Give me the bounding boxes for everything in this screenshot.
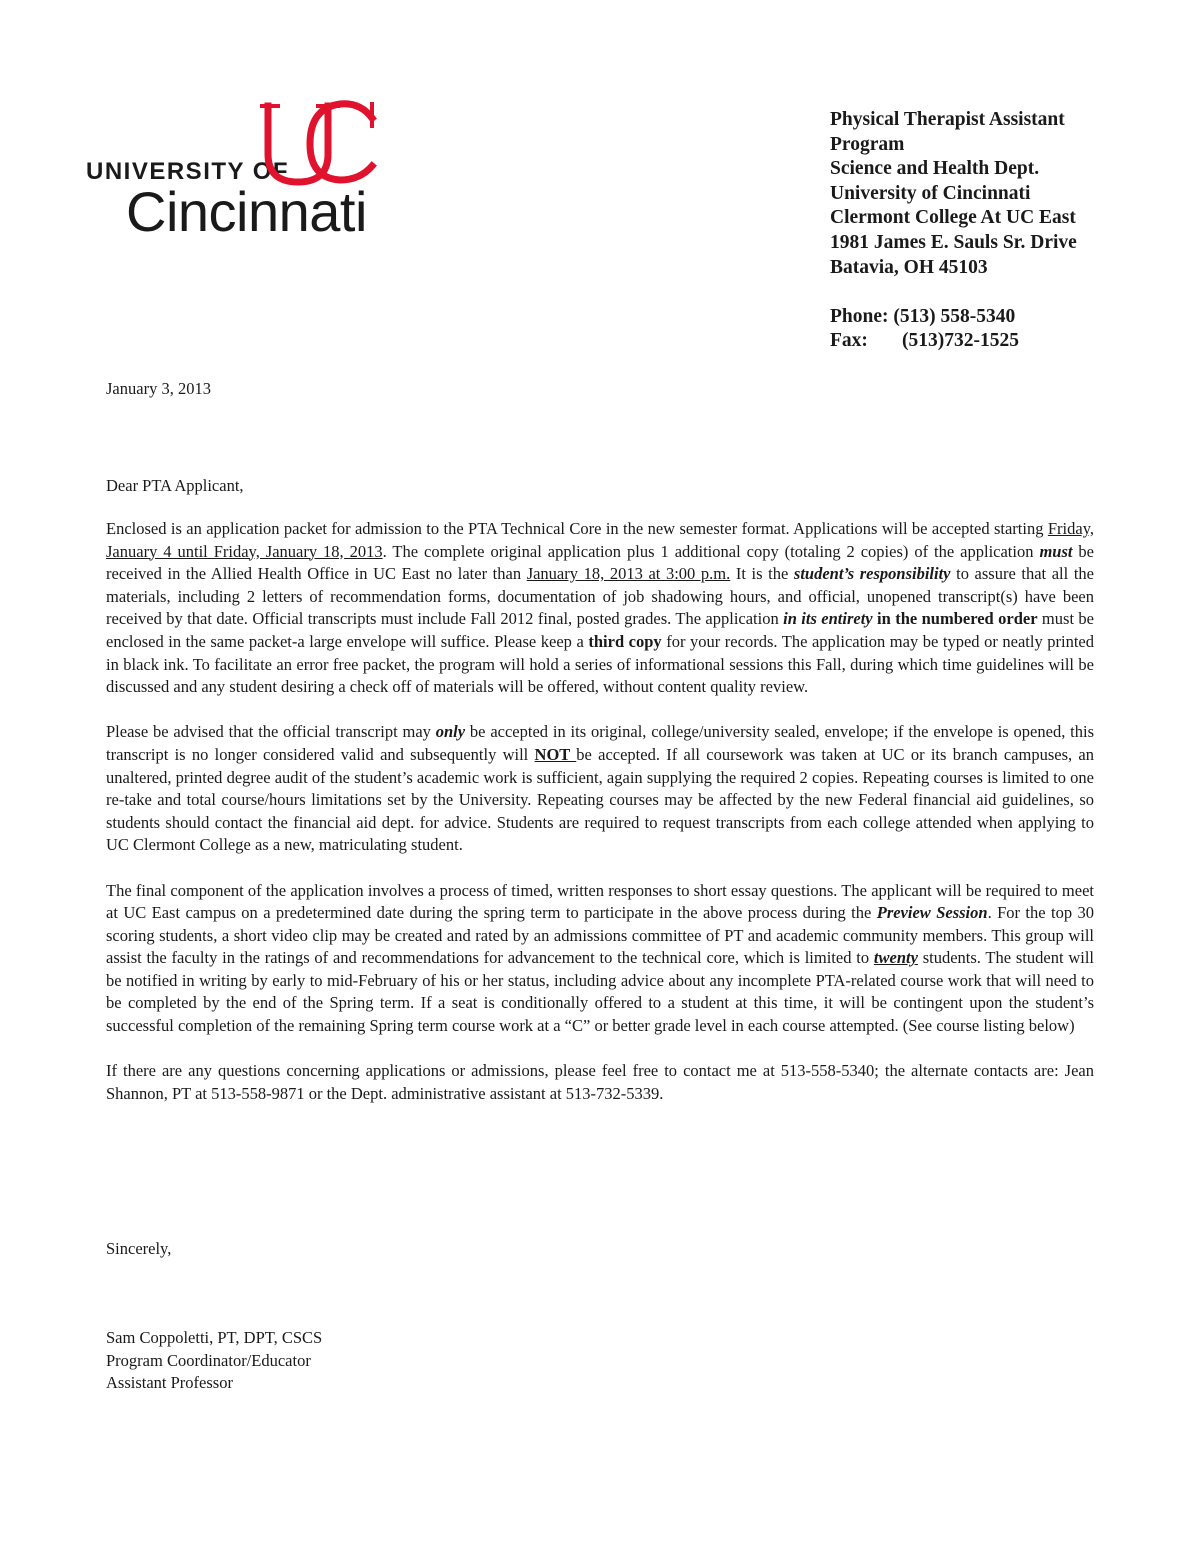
signature-block bbox=[106, 1327, 322, 1395]
uc-monogram-icon bbox=[260, 96, 380, 186]
paragraph-preview-session: The final component of the application involves a process of timed, written responses to short essay questions. The applicant will be required to meet at UC East campus on a predetermined date during the spring term to participate in the above process during the Preview Session. For the top 30 scoring students, a short video clip may be created and rated by an admissions committee of PT and academic community members. This group will assist the faculty in the ratings of and recommendations for advancement to the technical core, which is limited to twenty students. The student will be notified in writing by early to mid-February of his or her status, including advice about any incomplete PTA-related course work that will need to be completed by the end of the Spring term. If a seat is conditionally offered to a student at this time, it will be contingent upon the student’s successful completion of the remaining Spring term course work at a “C” or better grade level in each course attempted. (See course listing below) bbox=[106, 880, 1094, 1036]
emphasis-not: NOT bbox=[534, 744, 577, 764]
paragraph-application-packet: Enclosed is an application packet for admission to the PTA Technical Core in the new semester format. Applications will be accepted starting Friday, January 4 until Friday, January 18, 2013. The complete original application plus 1 additional copy (totaling 2 copies) of the application must be received in the Allied Health Office in UC East no later than January 18, 2013 at 3:00 p.m. It is the student’s responsibility to assure that all the materials, including 2 letters of recommendation forms, documentation of job shadowing hours, and official, unopened transcript(s) have been received by that date. Official transcripts must include Fall 2012 final, posted grades. The application in its entirety in the numbered order must be enclosed in the same packet-a large envelope will suffice. Please keep a third copy for your records. The application may be typed or neatly printed in black ink. To facilitate an error free packet, the program will hold a series of informational sessions this Fall, during which time guidelines will be discussed and any student desiring a check off of materials will be offered, without content quality review. bbox=[106, 519, 1095, 697]
university-logo bbox=[86, 96, 406, 246]
address-line: Program bbox=[830, 133, 905, 155]
uc-monogram-strokes bbox=[260, 104, 372, 182]
letter-body bbox=[106, 518, 1094, 1128]
address-line: Science and Health Dept. bbox=[830, 158, 1040, 180]
phone-line: Phone: (513) 558-5340 bbox=[830, 305, 1016, 327]
signature-title: Program Coordinator/Educator bbox=[106, 1350, 311, 1370]
address-line: University of Cincinnati bbox=[830, 182, 1031, 204]
fax-number: (513)732-1525 bbox=[902, 330, 1019, 352]
deadline-underlined: January 18, 2013 at 3:00 p.m. bbox=[526, 564, 731, 584]
paragraph-transcripts: Please be advised that the official transcript may only be accepted in its original, college/university sealed, envelope; if the envelope is opened, this transcript is no longer considered valid and subsequently will NOT be accepted. If all coursework was taken at UC or its branch campuses, an unaltered, printed degree audit of the student’s academic work is sufficient, again supplying the required 2 copies. Repeating courses is limited to one re-take and total course/hours limitations set by the University. Repeating courses may be affected by the new Federal financial aid guidelines, so students should contact the financial aid dept. for advice. Students are required to request transcripts from each college attended when applying to UC Clermont College as a new, matriculating student. bbox=[106, 722, 1094, 855]
emphasis-preview-session: Preview Session bbox=[876, 903, 988, 923]
emphasis-numbered-order: in the numbered order bbox=[872, 609, 1038, 629]
signature-rank: Assistant Professor bbox=[106, 1373, 233, 1393]
emphasis-third-copy: third copy bbox=[588, 631, 662, 651]
dates-underlined: Friday, January 4 until Friday, January 18, 2013 bbox=[106, 519, 1094, 561]
fax-line bbox=[830, 329, 1077, 354]
emphasis-only: only bbox=[435, 722, 466, 742]
emphasis-twenty: twenty bbox=[873, 948, 918, 968]
address-line: Batavia, OH 45103 bbox=[830, 256, 988, 278]
emphasis-must: must bbox=[1039, 541, 1073, 561]
address-line: Physical Therapist Assistant bbox=[830, 109, 1065, 130]
emphasis-entirety: in its entirety bbox=[783, 609, 873, 629]
address-spacer bbox=[830, 280, 1077, 305]
emphasis-responsibility: student’s responsibility bbox=[793, 564, 951, 584]
letter-date: January 3, 2013 bbox=[106, 379, 211, 398]
letterhead-address bbox=[830, 108, 1077, 354]
logo-city-text: Cincinnati bbox=[126, 180, 367, 243]
closing: Sincerely, bbox=[106, 1239, 172, 1258]
salutation: Dear PTA Applicant, bbox=[106, 476, 244, 495]
address-line: Clermont College At UC East bbox=[830, 207, 1076, 229]
paragraph-contacts: If there are any questions concerning applications or admissions, please feel free to contact me at 513-558-5340; the alternate contacts are: Jean Shannon, PT at 513-558-9871 or the Dept. administrative assistant at 513-732-5339. bbox=[106, 1061, 1094, 1103]
signature-name: Sam Coppoletti, PT, DPT, CSCS bbox=[106, 1328, 323, 1347]
address-line: 1981 James E. Sauls Sr. Drive bbox=[830, 231, 1077, 253]
logo-university-text: UNIVERSITY OF bbox=[86, 158, 290, 185]
fax-label: Fax: bbox=[830, 330, 868, 352]
